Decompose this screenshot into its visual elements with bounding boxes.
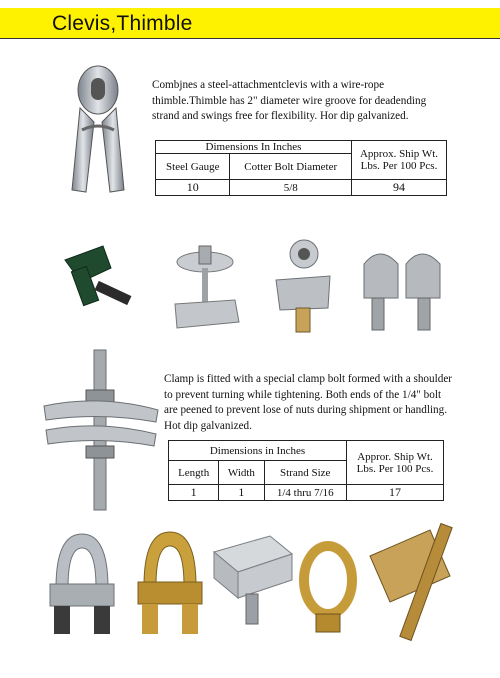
guy-hook-photo	[360, 516, 470, 646]
wire-rope-clip-brass-photo	[130, 526, 210, 638]
clevis-spec-table	[155, 140, 447, 196]
weight-value: 94	[352, 180, 447, 196]
wire-rope-clip-galvanized-photo	[42, 528, 122, 638]
eye-clamp-photo	[268, 236, 338, 336]
clevis-description: Combjnes a steel-attachmentclevis with a wire-rope thimble.Thimble has 2" diameter wire groove for deadending strand and swings free for flexibility. Hor dip galvanized.	[152, 79, 427, 122]
double-clamp-photo	[358, 238, 448, 338]
clevis-thimble-photo	[58, 60, 138, 200]
length-value: 1	[169, 485, 219, 501]
weight-header: Approx. Ship Wt. Lbs. Per 100 Pcs.	[352, 141, 447, 180]
eye-nut-photo	[298, 540, 358, 650]
bolt-value: 5/8	[230, 180, 352, 196]
strand-clamp-photo	[40, 350, 162, 512]
width-value: 1	[219, 485, 264, 501]
width-header: Width	[219, 461, 264, 485]
gauge-value: 10	[156, 180, 230, 196]
page-header	[0, 0, 500, 40]
weight-header: Appror. Ship Wt. Lbs. Per 100 Pcs.	[347, 441, 444, 485]
gauge-header: Steel Gauge	[156, 154, 230, 180]
dimensions-header: Dimensions in Inches	[169, 441, 347, 461]
clamp-description: Clamp is fitted with a special clamp bolt formed with a shoulder to prevent turning while tightening. Both ends of the 1/4" bolt are peened to prevent lose of nuts during shipment or handling. Hot dip galvanized.	[164, 373, 453, 432]
clamp-spec-table	[168, 440, 444, 501]
weight-value: 17	[347, 485, 444, 501]
block-clamp-photo	[210, 528, 296, 628]
square-clamp-photo	[165, 240, 245, 335]
strand-value: 1/4 thru 7/16	[264, 485, 347, 501]
header-rule	[0, 38, 500, 39]
strand-header: Strand Size	[264, 461, 347, 485]
bolt-header: Cotter Bolt Diameter	[230, 154, 352, 180]
length-header: Length	[169, 461, 219, 485]
dimensions-header: Dimensions In Inches	[156, 141, 352, 154]
page-title: Clevis,Thimble	[52, 12, 193, 35]
dark-clamp-photo	[55, 238, 145, 328]
